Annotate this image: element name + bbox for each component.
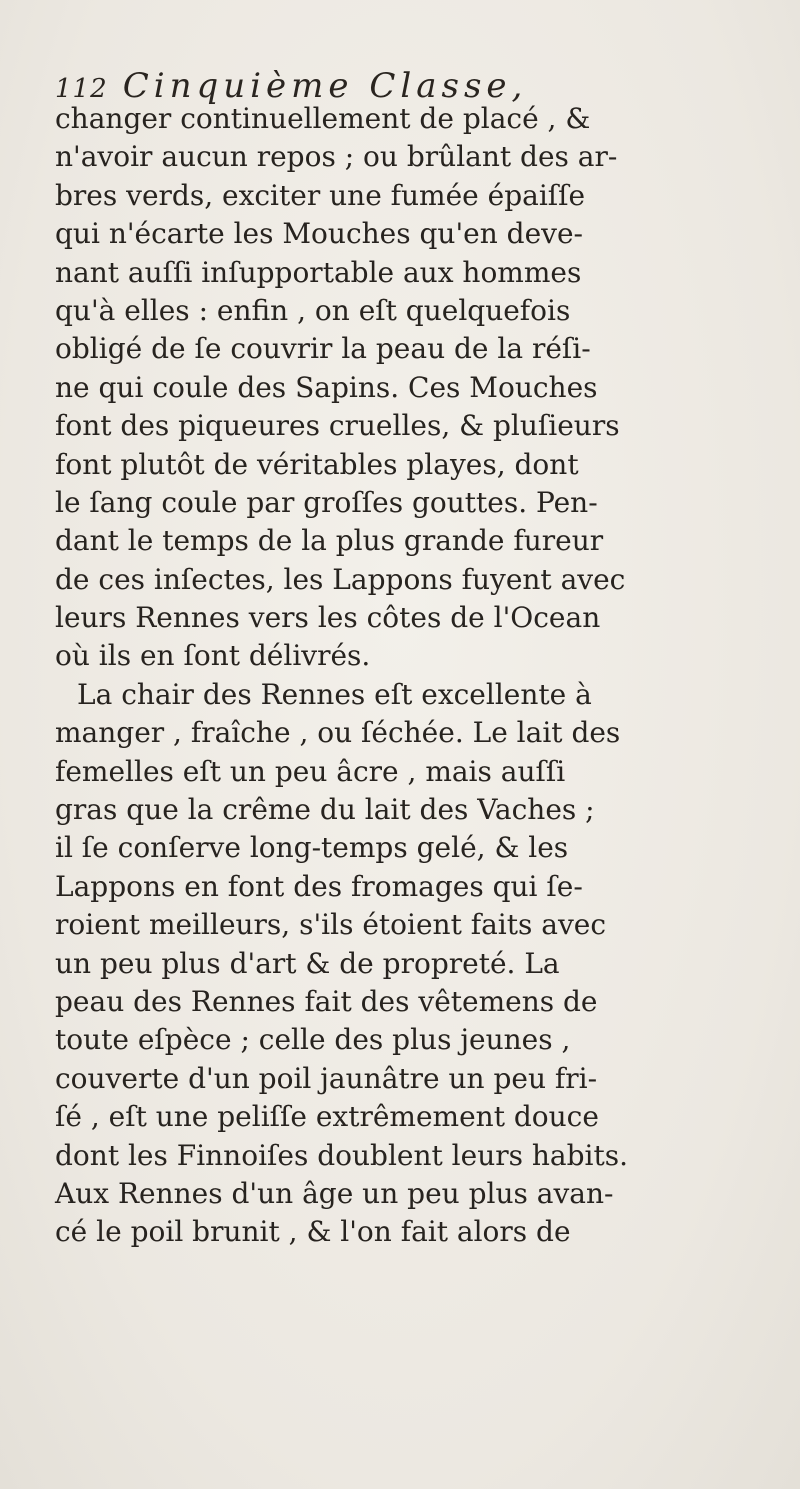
text-line: qu'à elles : enfin , on eſt quelquefois <box>55 293 571 327</box>
page-number: 112 <box>55 74 108 104</box>
text-line: Lappons en font des fromages qui ſe- <box>55 869 583 903</box>
text-line: leurs Rennes vers les côtes de l'Ocean <box>55 601 601 635</box>
text-line: n'avoir aucun repos ; ou brûlant des ar- <box>55 140 618 174</box>
text-line: un peu plus d'art & de propreté. La <box>55 946 560 980</box>
text-line: dont les Finnoiſes doublent leurs habits. <box>55 1138 629 1172</box>
text-line: couverte d'un poil jaunâtre un peu fri- <box>55 1061 598 1095</box>
text-line: ſé , eſt une peliſſe extrêmement douce <box>55 1100 599 1134</box>
text-line: manger , fraîche , ou ſéchée. Le lait des <box>55 716 621 750</box>
text-line: où ils en ſont délivrés. <box>55 639 371 673</box>
text-line: bres verds, exciter une fumée épaiſſe <box>55 178 586 212</box>
text-line: il ſe conſerve long-temps gelé, & les <box>55 831 569 865</box>
text-line: femelles eſt un peu âcre , mais auſſi <box>55 754 566 788</box>
text-line: de ces inſectes, les Lappons fuyent avec <box>55 562 626 596</box>
text-line: Aux Rennes d'un âge un peu plus avan- <box>55 1176 614 1210</box>
text-line: dant le temps de la plus grande fureur <box>55 524 604 558</box>
text-line: qui n'écarte les Mouches qu'en deve- <box>55 217 584 251</box>
text-line: ne qui coule des Sapins. Ces Mouches <box>55 370 598 404</box>
text-line: le ſang coule par groſſes gouttes. Pen- <box>55 485 598 519</box>
text-line: peau des Rennes fait des vêtemens de <box>55 984 598 1018</box>
text-line: obligé de ſe couvrir la peau de la réſi- <box>55 332 591 366</box>
body-text <box>55 100 775 1252</box>
text-line: cé le poil brunit , & l'on fait alors de <box>55 1215 571 1249</box>
text-line: font des piqueures cruelles, & pluſieurs <box>55 409 620 443</box>
text-line: La chair des Rennes eſt excellente à <box>77 677 592 711</box>
text-line: nant auſſi inſupportable aux hommes <box>55 255 582 289</box>
text-line: font plutôt de véritables playes, dont <box>55 447 579 481</box>
text-line: changer continuellement de placé , & <box>55 102 591 135</box>
text-line: roient meilleurs, s'ils étoient faits avec <box>55 908 607 942</box>
running-head: Cinquième Classe, <box>122 66 528 106</box>
text-line: toute eſpèce ; celle des plus jeunes , <box>55 1023 571 1057</box>
text-line: gras que la crême du lait des Vaches ; <box>55 793 595 827</box>
